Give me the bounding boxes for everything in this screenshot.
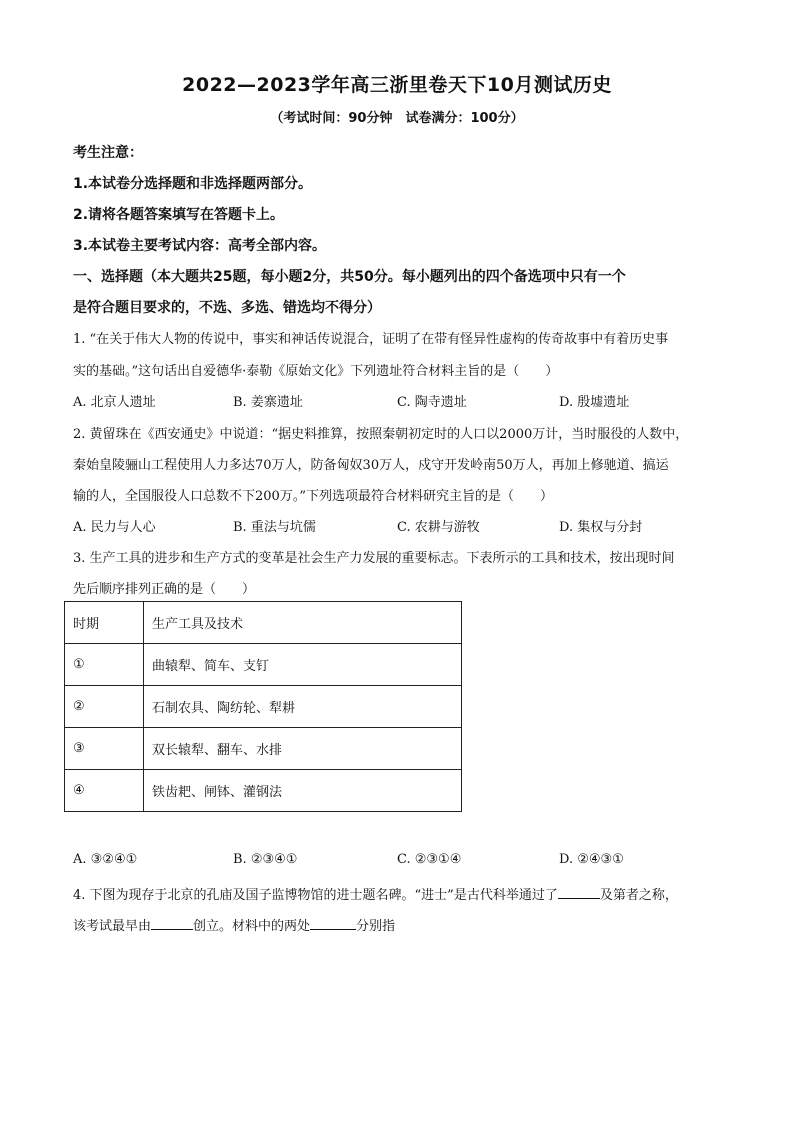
q2-stem-line-1: 2. 黄留珠在《西安通史》中说道：“据史料推算，按照秦朝初定时的人口以2000万计，当时服役的人数中， [73, 427, 689, 442]
answer-blank [310, 917, 356, 930]
q2-option-b: B. 重法与坑儒 [233, 520, 316, 535]
notice-item-3: 3.本试卷主要考试内容：高考全部内容。 [73, 238, 327, 254]
table-cell-period: ① [65, 644, 144, 686]
table-cell-period: ③ [65, 728, 144, 770]
table-header-tools: 生产工具及技术 [144, 602, 462, 644]
q1-option-b: B. 姜寨遗址 [233, 395, 303, 410]
answer-blank [558, 886, 600, 899]
exam-subtitle: （考试时间：90分钟 试卷满分：100分） [270, 111, 524, 126]
production-tools-table [64, 601, 462, 812]
q4-text-part-4: 创立。材料中的两处 [193, 919, 311, 934]
q2-stem-line-2: 秦始皇陵骊山工程使用人力多达70万人，防备匈奴30万人，戍守开发岭南50万人，再加上修驰道、搞运 [73, 458, 669, 473]
table-cell-period: ② [65, 686, 144, 728]
q4-text-part-5: 分别指 [356, 919, 396, 934]
q1-option-a: A. 北京人遗址 [73, 395, 156, 410]
notice-item-1: 1.本试卷分选择题和非选择题两部分。 [73, 176, 313, 192]
table-header-period: 时期 [65, 602, 144, 644]
section-one-line-2: 是符合题目要求的，不选、多选、错选均不得分） [73, 300, 381, 316]
table-cell-tools: 双长辕犁、翻车、水排 [144, 728, 462, 770]
q2-option-d: D. 集权与分封 [559, 520, 643, 535]
q3-option-a: A. ③②④① [73, 852, 138, 867]
section-one-line-1: 一、选择题（本大题共25题，每小题2分，共50分。每小题列出的四个备选项中只有一个 [73, 269, 626, 285]
exam-title: 2022—2023学年高三浙里卷天下10月测试历史 [182, 74, 612, 96]
table-cell-tools: 石制农具、陶纺轮、犁耕 [144, 686, 462, 728]
notice-heading: 考生注意： [73, 145, 143, 161]
q1-option-c: C. 陶寺遗址 [397, 395, 467, 410]
answer-blank [151, 917, 193, 930]
q4-text-part-2: 及第者之称， [599, 888, 678, 903]
table-cell-tools: 铁齿耙、闸钵、灌钢法 [144, 770, 462, 812]
q1-stem-line-2: 实的基础。”这句话出自爱德华·泰勒《原始文化》下列遗址符合材料主旨的是（ ） [73, 364, 559, 379]
table-row [65, 644, 462, 686]
q1-option-d: D. 殷墟遗址 [559, 395, 630, 410]
q4-stem-line-1 [73, 884, 733, 903]
table-cell-tools: 曲辕犁、简车、支钉 [144, 644, 462, 686]
table-row [65, 728, 462, 770]
q2-option-c: C. 农耕与游牧 [397, 520, 480, 535]
q3-stem-line-2: 先后顺序排列正确的是（ ） [73, 582, 256, 597]
q2-stem-line-3: 输的人，全国服役人口总数不下200万。”下列选项最符合材料研究主旨的是（ ） [73, 489, 553, 504]
q1-stem-line-1: 1. “在关于伟大人物的传说中，事实和神话传说混合，证明了在带有怪异性虚构的传奇故事中有着历史事 [73, 332, 669, 347]
q2-option-a: A. 民力与人心 [73, 520, 156, 535]
q3-option-d: D. ②④③① [559, 852, 624, 867]
q4-stem-line-2 [73, 915, 733, 934]
table-cell-period: ④ [65, 770, 144, 812]
table-row [65, 686, 462, 728]
table-header-row [65, 602, 462, 644]
table-row [65, 770, 462, 812]
q3-option-b: B. ②③④① [233, 852, 298, 867]
q3-option-c: C. ②③①④ [397, 852, 462, 867]
q3-stem-line-1: 3. 生产工具的进步和生产方式的变革是社会生产力发展的重要标志。下表所示的工具和技术，按出现时间 [73, 551, 675, 566]
q4-text-part-3: 该考试最早由 [73, 919, 152, 934]
notice-item-2: 2.请将各题答案填写在答题卡上。 [73, 207, 285, 223]
q4-text-part-1: 4. 下图为现存于北京的孔庙及国子监博物馆的进士题名碑。“进士”是古代科举通过了 [73, 888, 558, 903]
